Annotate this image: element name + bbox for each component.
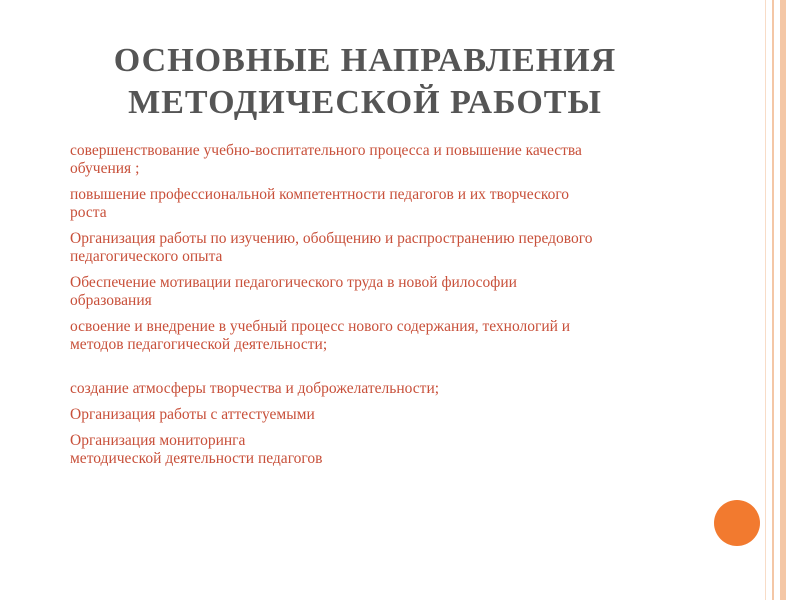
list-item-text: совершенствование учебно-воспитательного процесса и повышение качества обучения ;	[70, 142, 582, 177]
slide-title	[40, 40, 690, 124]
edge-decoration-line	[765, 0, 766, 600]
edge-decoration-stripe-inner	[772, 0, 774, 600]
list-item-text: освоение и внедрение в учебный процесс нового содержания, технологий и методов педагогической деятельности;	[70, 318, 571, 353]
list-item	[46, 432, 706, 468]
list-item-text: повышение профессиональной компетентности педагогов и их творческого роста	[70, 186, 570, 221]
bullet-list	[46, 142, 706, 476]
list-item	[46, 380, 706, 398]
list-item-text: Организация мониторинга методической деятельности педагогов	[70, 432, 323, 467]
list-item	[46, 142, 706, 178]
list-item-text: Организация работы с аттестуемыми	[70, 406, 315, 423]
edge-decoration-stripe-outer	[780, 0, 786, 600]
orange-circle-icon	[714, 500, 760, 546]
list-item	[46, 230, 706, 266]
list-item	[46, 274, 706, 310]
slide-title-line-1: ОСНОВНЫЕ НАПРАВЛЕНИЯ	[113, 42, 617, 79]
list-item-text: создание атмосферы творчества и доброжелательности;	[70, 380, 440, 397]
list-item	[46, 406, 706, 424]
list-item	[46, 186, 706, 222]
list-item	[46, 318, 706, 354]
list-item-text: Организация работы по изучению, обобщению и распространению передового педагогического опыта	[70, 230, 593, 265]
list-item-text: Обеспечение мотивации педагогического труда в новой философии образования	[70, 274, 517, 309]
slide-title-line-2: МЕТОДИЧЕСКОЙ РАБОТЫ	[128, 84, 602, 121]
